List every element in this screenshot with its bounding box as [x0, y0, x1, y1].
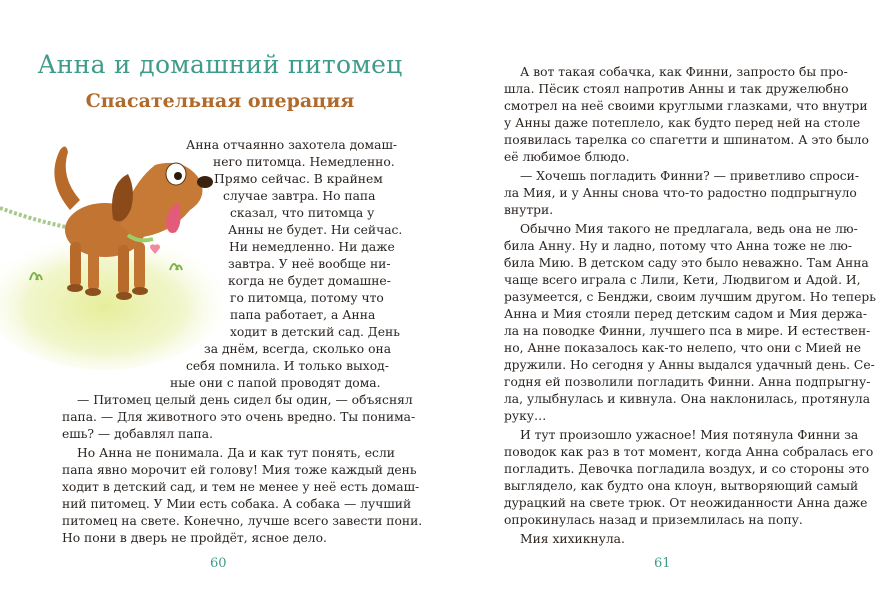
text-line: но, Анне показалось как-то нелепо, что они с Мией не	[504, 341, 862, 355]
text-line: Но пони в дверь не пройдёт, ясное дело.	[62, 531, 327, 545]
text-line: завтра. У неё вообще ни-	[228, 257, 391, 271]
dog-illustration	[0, 130, 225, 380]
text-line: шла. Пёсик стоял напротив Анны и так дружелюбно	[504, 82, 849, 96]
text-line: поводок как раз в тот момент, когда Анна собралась его	[504, 445, 874, 459]
text-line: него питомца. Немедленно.	[213, 155, 395, 169]
text-line: выглядело, как будто она клоун, вытворяющий самый	[504, 479, 859, 493]
right-page	[440, 0, 880, 596]
text-line: Обычно Мия такого не предлагала, ведь она не лю-	[520, 222, 858, 236]
text-line: Прямо сейчас. В крайнем	[214, 172, 383, 186]
text-line: Анны не будет. Ни сейчас.	[228, 223, 403, 237]
text-line: руку…	[504, 409, 547, 423]
text-line: папа работает, а Анна	[230, 308, 376, 322]
text-line: А вот такая собачка, как Финни, запросто бы про-	[520, 65, 848, 79]
text-line: ходит в детский сад, и тем не менее у неё есть домаш-	[62, 480, 420, 494]
text-line: Анна и Мия стояли перед детским садом и Мия держа-	[504, 307, 868, 321]
text-line: ний питомец. У Мии есть собака. А собака — лучший	[62, 497, 412, 511]
text-line: ла Мия, и у Анны снова что-то радостно подпрыгнуло	[504, 186, 857, 200]
text-line: ные они с папой проводят дома.	[170, 376, 381, 390]
text-line: го питомца, потому что	[230, 291, 384, 305]
text-line: била Мию. В детском саду это было неважно. Там Анна	[504, 256, 869, 270]
text-line: внутри.	[504, 203, 554, 217]
text-line: И тут произошло ужасное! Мия потянула Финни за	[520, 428, 859, 442]
text-line: разумеется, с Бенджи, своим лучшим другом. Но теперь	[504, 290, 876, 304]
text-line: её любимое блюдо.	[504, 150, 630, 164]
text-line: смотрел на неё своими круглыми глазками, что внутри	[504, 99, 868, 113]
text-line: Анна отчаянно захотела домаш-	[186, 138, 398, 152]
text-line: — Хочешь погладить Финни? — приветливо спроси-	[520, 169, 859, 183]
text-line: папа. — Для животного это очень вредно. Ты понима-	[62, 410, 416, 424]
text-line: годня ей позволили погладить Финни. Анна подпрыгну-	[504, 375, 871, 389]
text-line: дурацкий на свете трюк. От неожиданности Анна даже	[504, 496, 868, 510]
text-line: Ни немедленно. Ни даже	[229, 240, 395, 254]
text-line: появилась тарелка со спагетти и шпинатом. А это было	[504, 133, 869, 147]
chapter-subtitle: Спасательная операция	[85, 90, 355, 112]
text-line: ла, улыбнулась и кивнула. Она наклонилась, протянула	[504, 392, 871, 406]
page-number: 60	[210, 556, 227, 571]
text-line: у Анны даже потеплело, как будто перед ней на столе	[504, 116, 861, 130]
text-line: Мия хихикнула.	[520, 532, 625, 546]
text-line: за днём, всегда, сколько она	[204, 342, 392, 356]
chapter-title: Анна и домашний питомец	[37, 50, 403, 79]
text-line: опрокинулась назад и приземлилась на попу.	[504, 513, 803, 527]
text-line: — Питомец целый день сидел бы один, — объяснял	[77, 393, 413, 407]
text-line: чаще всего играла с Лили, Кети, Людвигом и Адой. И,	[504, 273, 861, 287]
page-number: 61	[654, 556, 671, 571]
text-line: ла на поводке Финни, лучшего пса в мире. И естествен-	[504, 324, 871, 338]
text-line: случае завтра. Но папа	[223, 189, 376, 203]
text-line: била Анну. Ну и ладно, потому что Анна тоже не лю-	[504, 239, 852, 253]
text-line: ешь? — добавлял папа.	[62, 427, 213, 441]
text-line: погладить. Девочка погладила воздух, и со стороны это	[504, 462, 870, 476]
text-line: ходит в детский сад. День	[230, 325, 400, 339]
text-line: питомец на свете. Конечно, лучше всего завести пони.	[62, 514, 423, 528]
text-line: себя помнила. И только выход-	[186, 359, 389, 373]
text-line: сказал, что питомца у	[230, 206, 375, 220]
text-line: когда не будет домашне-	[228, 274, 391, 288]
text-line: дружили. Но сегодня у Анны выдался удачный день. Се-	[504, 358, 875, 372]
text-line: Но Анна не понимала. Да и как тут понять, если	[77, 446, 395, 460]
text-line: папа явно морочит ей голову! Мия тоже каждый день	[62, 463, 417, 477]
